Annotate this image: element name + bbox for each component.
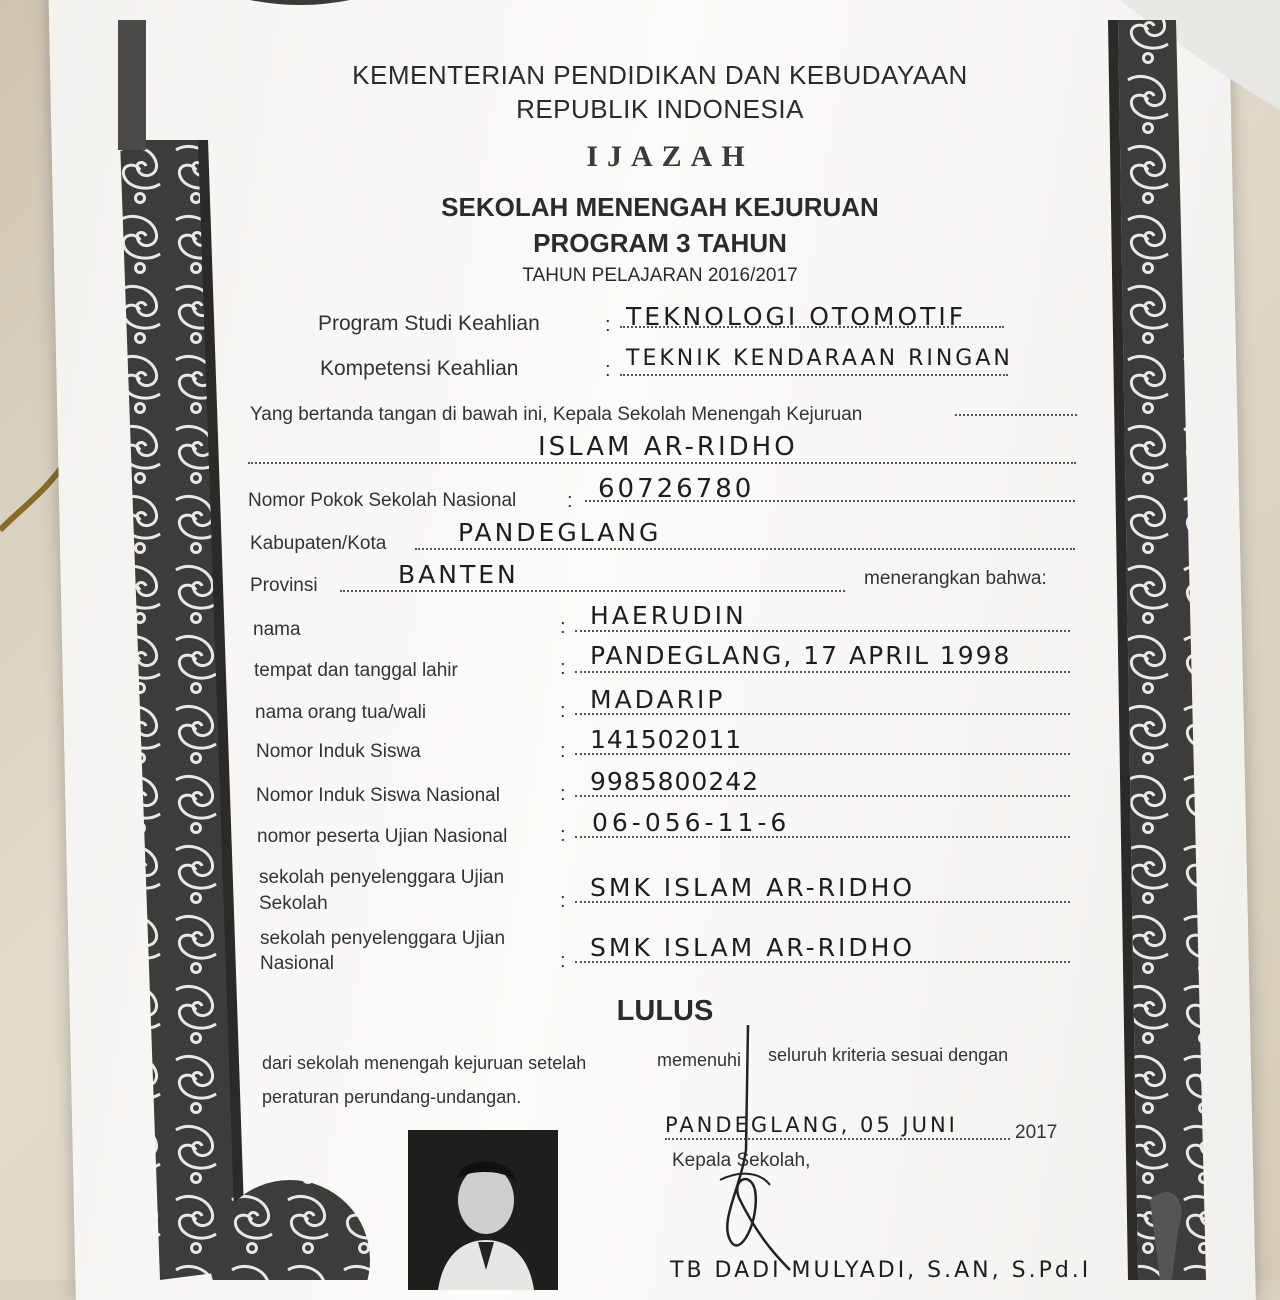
provinsi-label: Provinsi	[250, 575, 318, 596]
colon: :	[560, 700, 566, 722]
dotted-line	[575, 901, 1070, 903]
dotted-line	[620, 374, 1008, 376]
document-title: IJAZAH	[586, 140, 754, 173]
student-photo	[408, 1130, 558, 1290]
school-intro: Yang bertanda tangan di bawah ini, Kepala Sekolah Menengah Kejuruan	[250, 404, 863, 425]
statement-line-2: peraturan perundang-undangan.	[262, 1087, 522, 1107]
colon: :	[560, 740, 566, 762]
colon: :	[605, 314, 611, 336]
student-field-label: nama orang tua/wali	[255, 702, 427, 723]
signature-scribble	[700, 1020, 810, 1280]
dotted-line	[575, 671, 1070, 673]
dotted-line	[248, 462, 1076, 464]
statement-line-1a: dari sekolah menengah kejuruan setelah	[262, 1053, 587, 1073]
colon: :	[560, 950, 566, 972]
dotted-line	[585, 500, 1075, 502]
page-curl	[1060, 0, 1280, 120]
student-field-value: 141502011	[590, 725, 743, 754]
student-field-label: Nomor Induk Siswa Nasional	[256, 785, 500, 806]
dotted-line	[620, 326, 1004, 328]
program-duration: PROGRAM 3 TAHUN	[533, 228, 787, 258]
competency-label: Kompetensi Keahlian	[320, 357, 519, 380]
signature-name: TB DADI MULYADI, S.AN, S.Pd.I	[670, 1258, 1092, 1283]
signature-year: 2017	[1015, 1122, 1058, 1143]
student-field-label: tempat dan tanggal lahir	[254, 660, 458, 681]
student-field-label: nomor peserta Ujian Nasional	[257, 826, 508, 847]
student-portrait-image	[408, 1130, 558, 1290]
result-status: LULUS	[616, 995, 714, 1027]
dotted-line	[340, 590, 845, 592]
colon: :	[560, 890, 566, 912]
colon: :	[560, 616, 566, 638]
dotted-line	[955, 414, 1077, 416]
academic-year: TAHUN PELAJARAN 2016/2017	[522, 265, 798, 286]
exam-school-label: sekolah penyelenggara Ujian	[260, 928, 506, 949]
competency-value: TEKNIK KENDARAAN RINGAN	[626, 346, 1013, 371]
provinsi-value: BANTEN	[398, 560, 519, 589]
student-field-value: 9985800242	[590, 767, 760, 796]
colon: :	[560, 657, 566, 679]
program-value: TEKNOLOGI OTOMOTIF	[626, 302, 967, 331]
colon: :	[560, 824, 566, 846]
signature-role: Kepala Sekolah,	[672, 1150, 811, 1171]
exam-school-label: sekolah penyelenggara Ujian	[259, 867, 505, 888]
student-field-value: 06-056-11-6	[592, 808, 791, 837]
statement-line-1c: seluruh kriteria sesuai dengan	[768, 1045, 1009, 1065]
kabupaten-label: Kabupaten/Kota	[250, 533, 387, 554]
student-field-value: HAERUDIN	[590, 601, 747, 630]
ministry-line-2: REPUBLIK INDONESIA	[516, 94, 804, 124]
ministry-line-1: KEMENTERIAN PENDIDIKAN DAN KEBUDAYAAN	[352, 60, 968, 90]
npsn-label: Nomor Pokok Sekolah Nasional	[248, 490, 517, 511]
menerangkan-text: menerangkan bahwa:	[864, 568, 1047, 589]
colon: :	[560, 783, 566, 805]
school-name: ISLAM AR-RIDHO	[538, 432, 798, 462]
student-field-label: nama	[253, 619, 301, 640]
student-field-value: MADARIP	[590, 685, 726, 714]
statement-line-1b: memenuhi	[657, 1050, 742, 1070]
exam-school-label: Sekolah	[259, 893, 328, 914]
school-type: SEKOLAH MENENGAH KEJURUAN	[441, 192, 879, 222]
exam-school-value: SMK ISLAM AR-RIDHO	[590, 933, 916, 962]
dotted-line	[575, 630, 1070, 632]
dotted-line	[415, 548, 1075, 550]
dotted-line	[575, 713, 1070, 715]
colon: :	[567, 490, 573, 512]
exam-school-label: Nasional	[260, 953, 334, 974]
dotted-line	[575, 795, 1070, 797]
kabupaten-value: PANDEGLANG	[458, 518, 662, 547]
dotted-line	[575, 961, 1070, 963]
dotted-line	[575, 753, 1070, 755]
student-field-value: PANDEGLANG, 17 APRIL 1998	[590, 641, 1012, 670]
student-field-label: Nomor Induk Siswa	[256, 741, 421, 762]
npsn-value: 60726780	[598, 474, 755, 504]
exam-school-value: SMK ISLAM AR-RIDHO	[590, 873, 916, 902]
dotted-line	[575, 836, 1070, 838]
program-label: Program Studi Keahlian	[318, 312, 540, 335]
colon: :	[605, 359, 611, 381]
signature-place-date: PANDEGLANG, 05 JUNI	[665, 1113, 958, 1137]
